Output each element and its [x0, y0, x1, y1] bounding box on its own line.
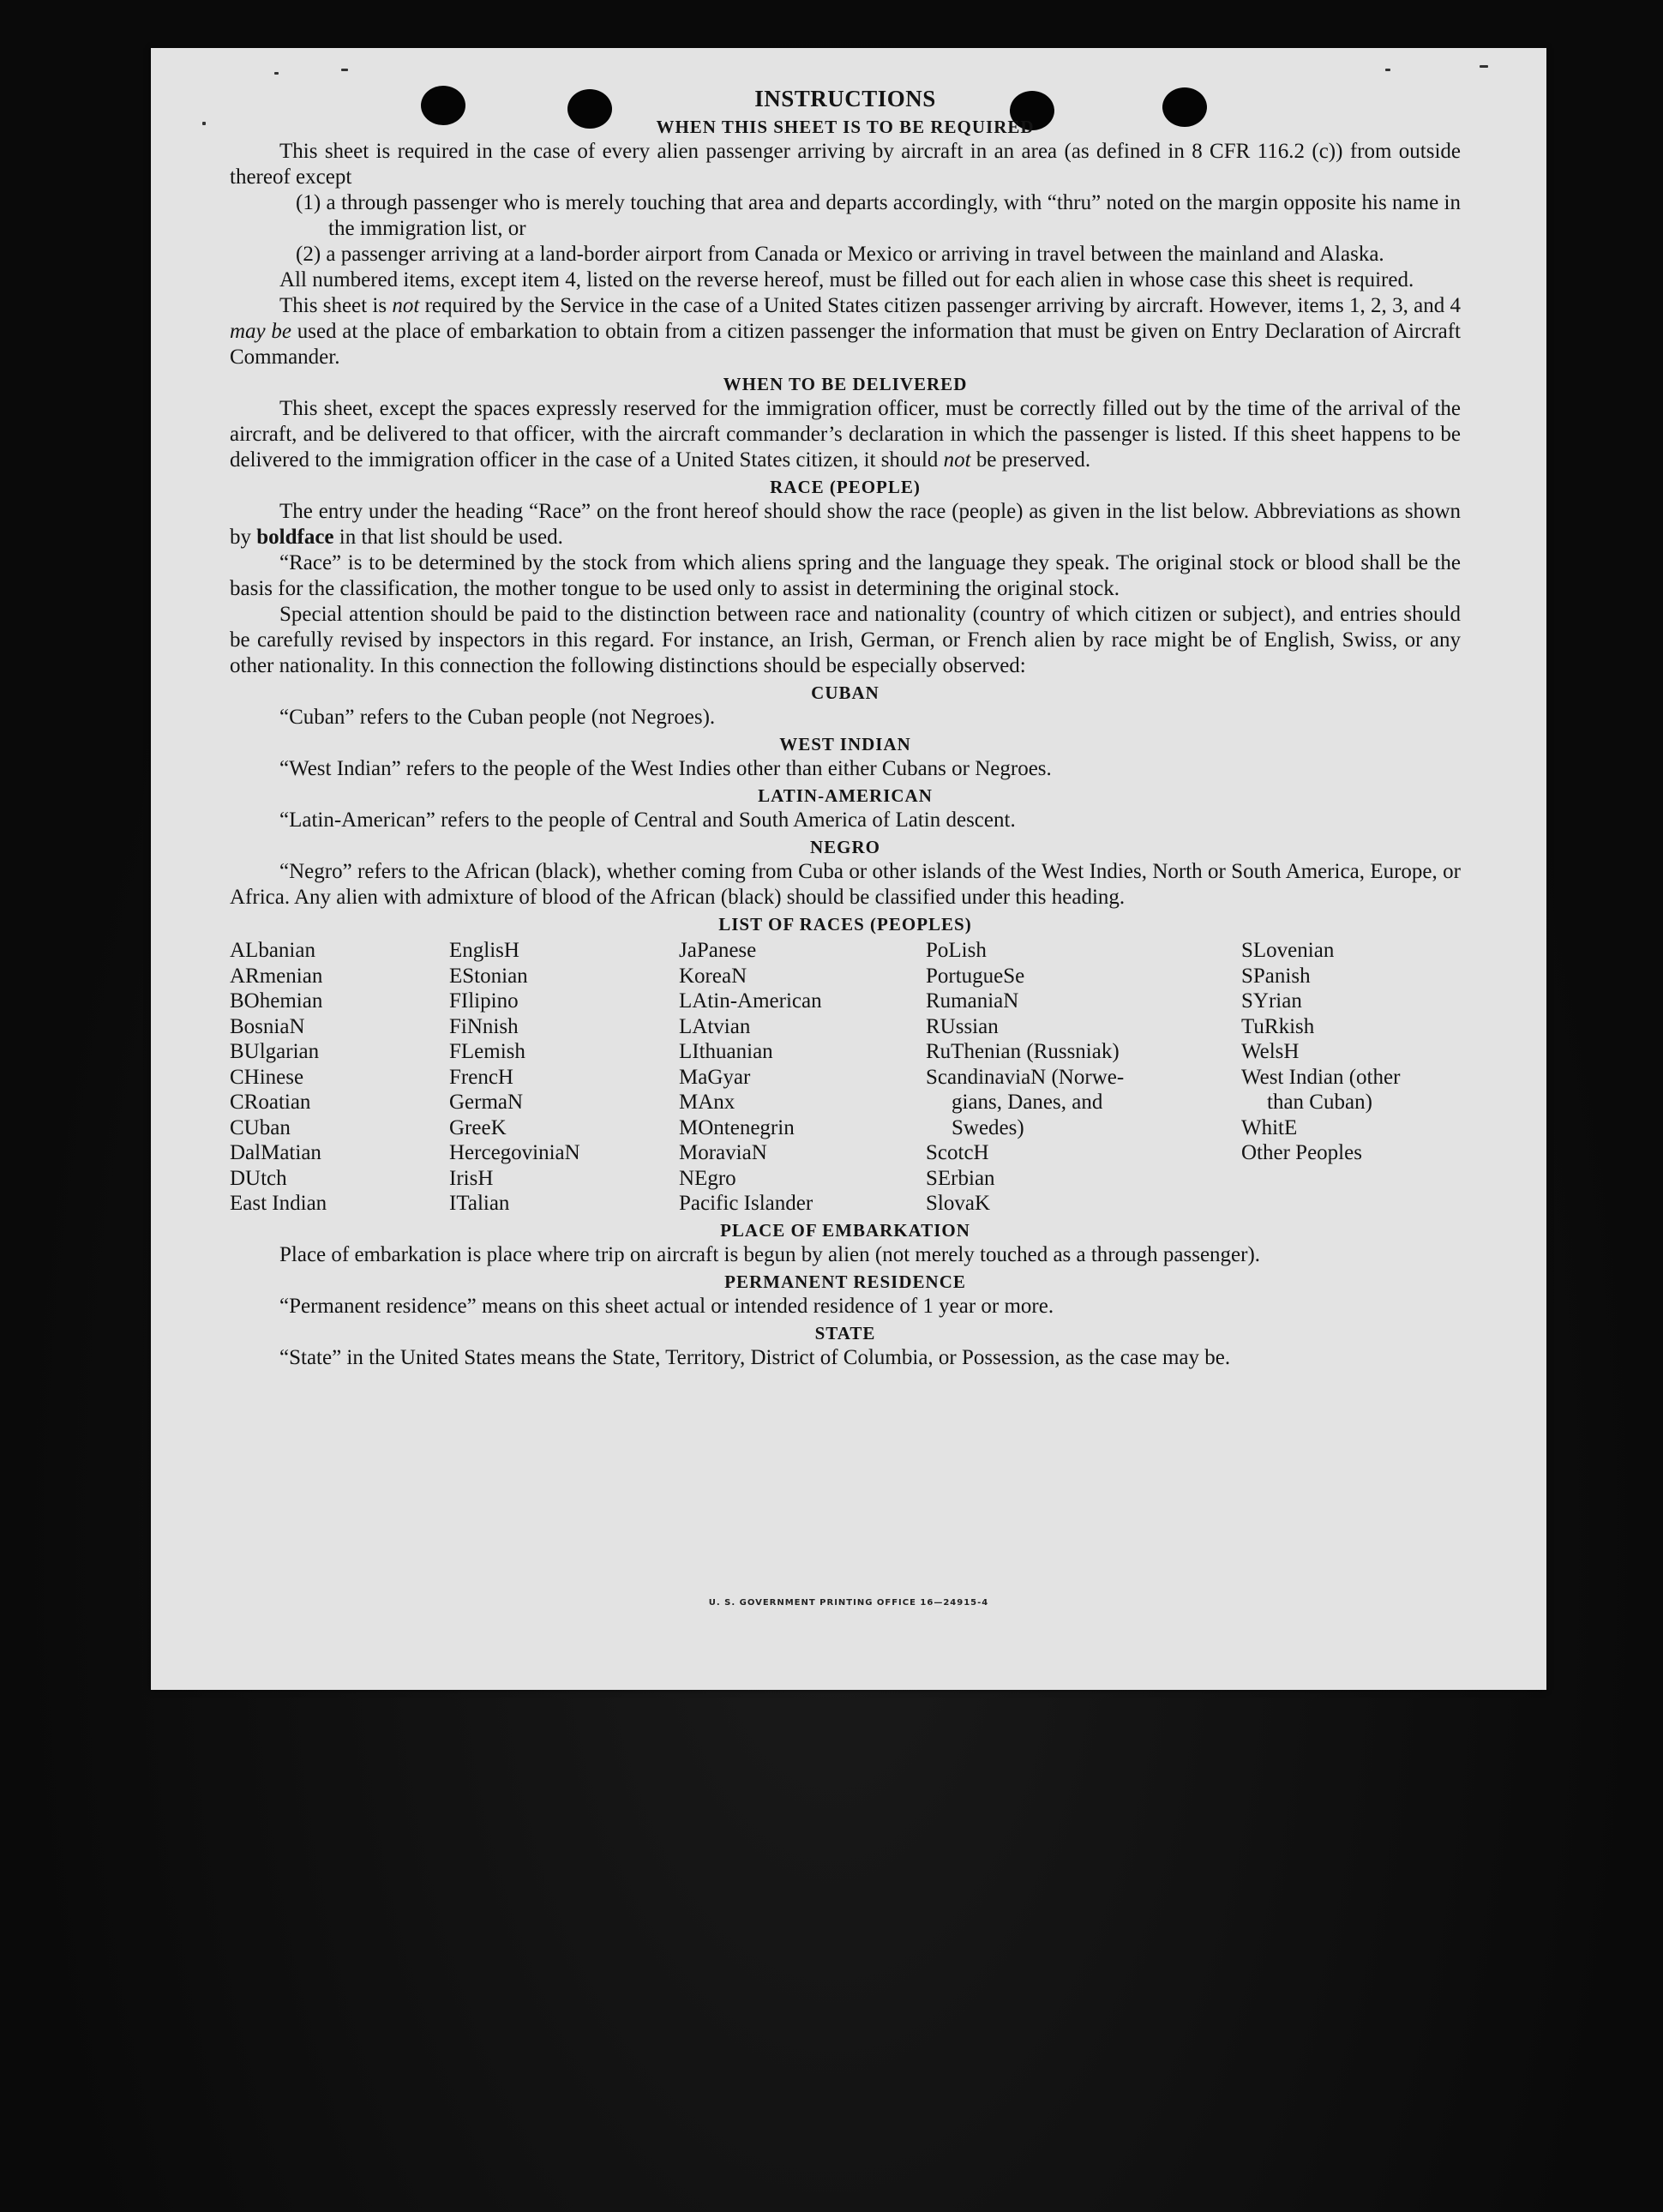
race-entry: SLovenian [1241, 939, 1335, 962]
section-heading-required: WHEN THIS SHEET IS TO BE REQUIRED [656, 117, 1035, 137]
scan-speck [202, 122, 206, 125]
required-para-2: All numbered items, except item 4, listed on the reverse hereof, must be filled out for each alien in whose case this sheet is required. [279, 268, 1414, 292]
race-entry: Pacific Islander [679, 1192, 813, 1215]
race-entry: Swedes) [952, 1115, 1024, 1139]
race-entry: RuThenian (Russniak) [926, 1040, 1120, 1063]
section-heading-residence: PERMANENT RESIDENCE [724, 1271, 966, 1292]
race-entry: EnglisH [449, 939, 519, 962]
race-entry: JaPanese [679, 939, 757, 962]
race-entry: FiNnish [449, 1014, 519, 1038]
scan-speck [1385, 69, 1390, 71]
race-entry: SErbian [926, 1166, 995, 1190]
delivered-text: This sheet, except the spaces expressly reserved for the immigration officer, must be correctly filled out by the time of the arrival of the aircraft, and be delivered to that officer, with the aircraft commander’s declaration in which the passenger is listed. If this sheet happens to be delivered to the immigration officer in the case of a United States citizen, it should not be preserved. [230, 397, 1461, 472]
race-entry: Other Peoples [1241, 1141, 1362, 1164]
race-entry: DUtch [230, 1166, 287, 1190]
race-entry: gians, Danes, and [952, 1091, 1103, 1114]
section-heading-list: LIST OF RACES (PEOPLES) [718, 914, 972, 935]
printer-imprint: U. S. GOVERNMENT PRINTING OFFICE 16—24915-4 [708, 1598, 989, 1608]
race-column-1 [230, 938, 449, 1217]
section-heading-state: STATE [814, 1322, 876, 1343]
race-entry: ScotcH [926, 1141, 989, 1164]
race-entry: DalMatian [230, 1141, 321, 1164]
race-entry: BOhemian [230, 989, 323, 1013]
race-entry: SYrian [1241, 989, 1302, 1013]
race-entry: ALbanian [230, 939, 315, 962]
race-entry: PortugueSe [926, 964, 1025, 988]
embarkation-text: Place of embarkation is place where trip on aircraft is begun by alien (not merely touched as a through passenger). [279, 1242, 1261, 1266]
race-entry: TuRkish [1241, 1014, 1315, 1038]
race-entry: MAnx [679, 1091, 735, 1114]
race-entry: FrencH [449, 1065, 513, 1089]
race-entry: MOntenegrin [679, 1115, 795, 1139]
scan-speck [341, 69, 348, 71]
race-entry: LAtvian [679, 1014, 751, 1038]
race-entry: CUban [230, 1115, 291, 1139]
section-heading-delivered: WHEN TO BE DELIVERED [723, 374, 968, 394]
race-entry: RUssian [926, 1014, 999, 1038]
race-entry: GreeK [449, 1115, 507, 1139]
cuban-text: “Cuban” refers to the Cuban people (not Negroes). [279, 706, 716, 729]
west-indian-text: “West Indian” refers to the people of the West Indies other than either Cubans or Negroes. [279, 757, 1052, 780]
exception-item-2: (2) a passenger arriving at a land-border airport from Canada or Mexico or arriving in travel between the mainland and Alaska. [296, 243, 1384, 266]
race-entry: WhitE [1241, 1115, 1298, 1139]
race-entry: KoreaN [679, 964, 747, 988]
race-entry: SlovaK [926, 1192, 990, 1215]
race-entry: MoraviaN [679, 1141, 767, 1164]
section-heading-race: RACE (PEOPLE) [770, 477, 921, 497]
race-entry: CRoatian [230, 1091, 311, 1114]
section-heading-latin-american: LATIN-AMERICAN [758, 785, 933, 806]
race-entry: East Indian [230, 1192, 327, 1215]
race-list [230, 938, 1461, 1217]
section-heading-negro: NEGRO [809, 837, 880, 857]
race-para-3: Special attention should be paid to the distinction between race and nationality (country of which citizen or subject), and entries should be carefully revised by inspectors in this regard. For instance, an Irish, German, or French alien by race might be of English, Swiss, or any other nationality. In this connection the following distinctions should be especially observed: [230, 603, 1461, 677]
race-entry: FLemish [449, 1040, 525, 1063]
race-entry: FIlipino [449, 989, 519, 1013]
required-para-3: This sheet is not required by the Service in the case of a United States citizen passenger arriving by aircraft. However, items 1, 2, 3, and 4 may be used at the place of embarkation to obtain from a citizen passenger the information that must be given on Entry Declaration of Aircraft Commander. [230, 294, 1462, 369]
race-entry: HercegoviniaN [449, 1141, 580, 1164]
race-entry: RumaniaN [926, 989, 1019, 1013]
race-entry: SPanish [1241, 964, 1311, 988]
document-sheet [151, 48, 1546, 1690]
race-para-2: “Race” is to be determined by the stock from which aliens spring and the language they speak. The original stock or blood shall be the basis for the classification, the mother tongue to be used only to assist in determining the original stock. [230, 551, 1461, 600]
race-column-5 [1241, 938, 1461, 1217]
race-entry: LAtin-American [679, 989, 822, 1013]
required-intro: This sheet is required in the case of every alien passenger arriving by aircraft in an area (as defined in 8 CFR 116.2 (c)) from outside thereof except [230, 140, 1461, 189]
race-entry: BosniaN [230, 1014, 305, 1038]
race-entry: MaGyar [679, 1065, 751, 1089]
race-entry: LIthuanian [679, 1040, 773, 1063]
scan-speck [274, 72, 279, 75]
race-entry: CHinese [230, 1065, 304, 1089]
state-text: “State” in the United States means the State, Territory, District of Columbia, or Possession, as the case may be. [279, 1345, 1231, 1369]
negro-text: “Negro” refers to the African (black), whether coming from Cuba or other islands of the West Indies, North or South America, Europe, or Africa. Any alien with admixture of blood of the African (black) should be classified under this heading. [230, 860, 1461, 909]
race-entry: IrisH [449, 1166, 494, 1190]
section-heading-cuban: CUBAN [811, 682, 880, 703]
latin-american-text: “Latin-American” refers to the people of Central and South America of Latin descent. [279, 808, 1016, 832]
race-entry: ITalian [449, 1192, 510, 1215]
exception-item-1: (1) a through passenger who is merely touching that area and departs accordingly, with “thru” noted on the margin opposite his name in the immigration list, or [296, 191, 1461, 240]
section-heading-embarkation: PLACE OF EMBARKATION [720, 1219, 970, 1241]
race-entry: GermaN [449, 1091, 524, 1114]
race-entry: WelsH [1241, 1040, 1300, 1063]
race-entry: West Indian (other [1241, 1065, 1401, 1089]
instructions-body [230, 84, 1461, 1371]
race-entry: NEgro [679, 1166, 736, 1190]
race-entry: EStonian [449, 964, 528, 988]
page-title: INSTRUCTIONS [754, 86, 936, 111]
race-entry: than Cuban) [1267, 1091, 1372, 1114]
race-entry: BUlgarian [230, 1040, 320, 1063]
race-para-1: The entry under the heading “Race” on the front hereof should show the race (people) as given in the list below. Abbreviations as shown by boldface in that list should be used. [230, 500, 1461, 549]
race-entry: PoLish [926, 939, 987, 962]
race-column-3 [679, 938, 926, 1217]
residence-text: “Permanent residence” means on this sheet actual or intended residence of 1 year or more. [279, 1294, 1054, 1318]
race-entry: ARmenian [230, 964, 323, 988]
section-heading-west-indian: WEST INDIAN [779, 734, 911, 754]
race-column-4 [926, 938, 1241, 1217]
scan-speck [1480, 65, 1488, 68]
race-column-2 [449, 938, 679, 1217]
race-entry: ScandinaviaN (Norwe- [926, 1065, 1125, 1089]
